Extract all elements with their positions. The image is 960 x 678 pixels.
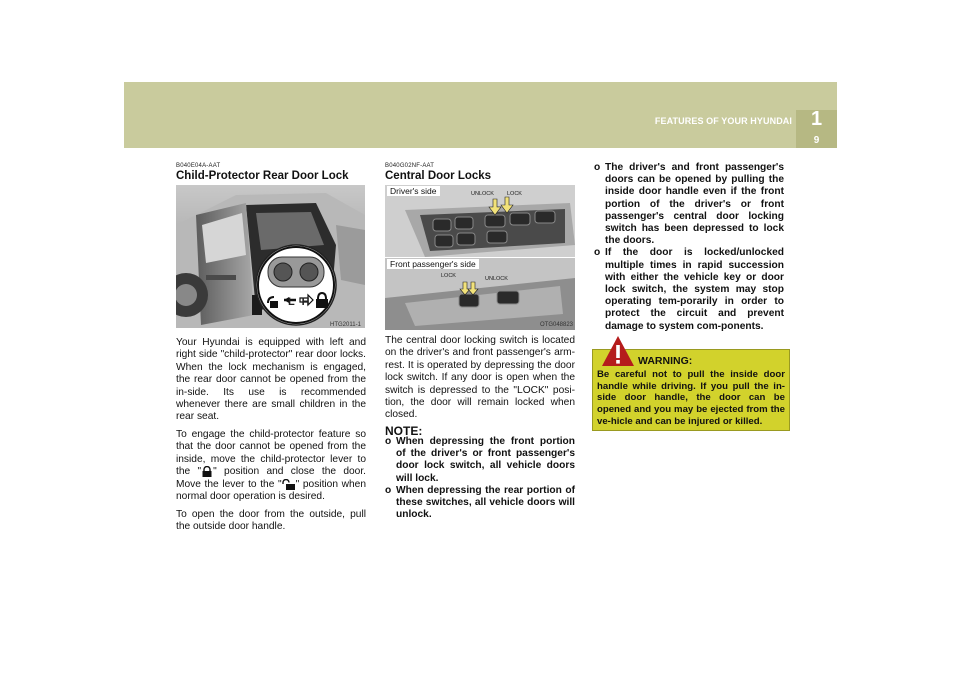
chapter-title: FEATURES OF YOUR HYUNDAI xyxy=(654,116,792,126)
list-item xyxy=(594,247,784,332)
unlock-icon xyxy=(282,479,296,490)
warning-title: WARNING: xyxy=(638,355,693,367)
paragraph: To open the door from the outside, pull the outside door handle. xyxy=(176,508,366,533)
note-list xyxy=(385,436,575,521)
drivers-unlock-label: UNLOCK xyxy=(471,191,494,197)
list-item xyxy=(594,162,784,247)
chapter-number: 1 xyxy=(810,108,823,130)
paragraph: Your Hyundai is equipped with left and right side "child-protector" rear door locks. When the lock mechanism is engaged, the rear door cannot be opened from the in-side. Its use is recommended whenever there are small children in the rear seat. xyxy=(176,337,366,423)
bullet-mark: o xyxy=(385,484,392,496)
image-caption: OTG048823 xyxy=(540,322,574,328)
switch-lh-label: L H xyxy=(288,296,312,308)
text-span: " position and close the door. Move the lever to the " xyxy=(176,466,366,490)
passenger-unlock-label: UNLOCK xyxy=(485,276,508,282)
child-lock-illustration xyxy=(176,185,365,328)
section-title: Central Door Locks xyxy=(385,170,492,182)
image-caption: HTG2011-1 xyxy=(330,322,361,328)
list-item-text: If the door is locked/unlocked multiple times in rapid succession with either the vehicle key or door lock switch, the system may stop operating tem-porarily in order to protect the circuit and prevent damage to system com-ponents. xyxy=(605,247,784,332)
section-code: B040G02NF-AAT xyxy=(385,163,435,169)
passenger-side-switch-illustration xyxy=(385,258,575,330)
warning-text: Be careful not to pull the inside door handle while driving. If you pull the in-side door handle, the door can be opened and you may be ejected from the ve-hicle and can be injured or killed. xyxy=(597,369,785,427)
list-item-text: The driver's and front passenger's doors can be opened by pulling the inside door handle even if the front portion of the driver's or front passenger's central door locking switch has been depressed to lock the doors. xyxy=(605,162,784,247)
drivers-side-label: Driver's side xyxy=(387,186,440,196)
passenger-lock-label: LOCK xyxy=(441,273,456,279)
drivers-side-switch-illustration xyxy=(385,185,575,257)
bullet-mark: o xyxy=(385,436,392,447)
paragraph xyxy=(176,429,366,504)
child-lock-switch-icon xyxy=(256,245,336,325)
note-item xyxy=(385,436,575,485)
bullet-mark: o xyxy=(594,162,601,173)
drivers-lock-label: LOCK xyxy=(507,191,522,197)
text-span: " position when normal door operation is desired. xyxy=(176,478,366,503)
page-number: 9 xyxy=(813,135,820,146)
note-item-text: When depressing the front portion of the driver's or front passenger's door lock switch, all vehicle doors will lock. xyxy=(396,436,575,484)
left-body-text xyxy=(176,337,366,538)
passenger-side-label: Front passenger's side xyxy=(387,259,479,269)
bullet-mark: o xyxy=(594,247,601,259)
note-item-text: When depressing the rear portion of these switches, all vehicle doors will unlock. xyxy=(396,484,575,521)
text-span: To engage the child-protector feature so that the door cannot be opened from the inside, move the child-protector lever to the " xyxy=(176,428,366,478)
section-title: Child-Protector Rear Door Lock xyxy=(176,170,349,182)
right-bullet-list xyxy=(594,162,784,333)
lock-icon xyxy=(201,466,213,477)
header-band xyxy=(124,82,837,148)
note-item xyxy=(385,485,575,522)
section-code: B040E04A-AAT xyxy=(176,163,221,169)
middle-body-text: The central door locking switch is located on the driver's and front passenger's arm-rest. It is operated by depressing the door lock switch. If any door is open when the switch is depressed to the "LOCK" posi-tion, the door will remain locked when closed. xyxy=(385,335,575,421)
warning-icon xyxy=(601,335,635,369)
note-heading: NOTE: xyxy=(385,424,423,438)
